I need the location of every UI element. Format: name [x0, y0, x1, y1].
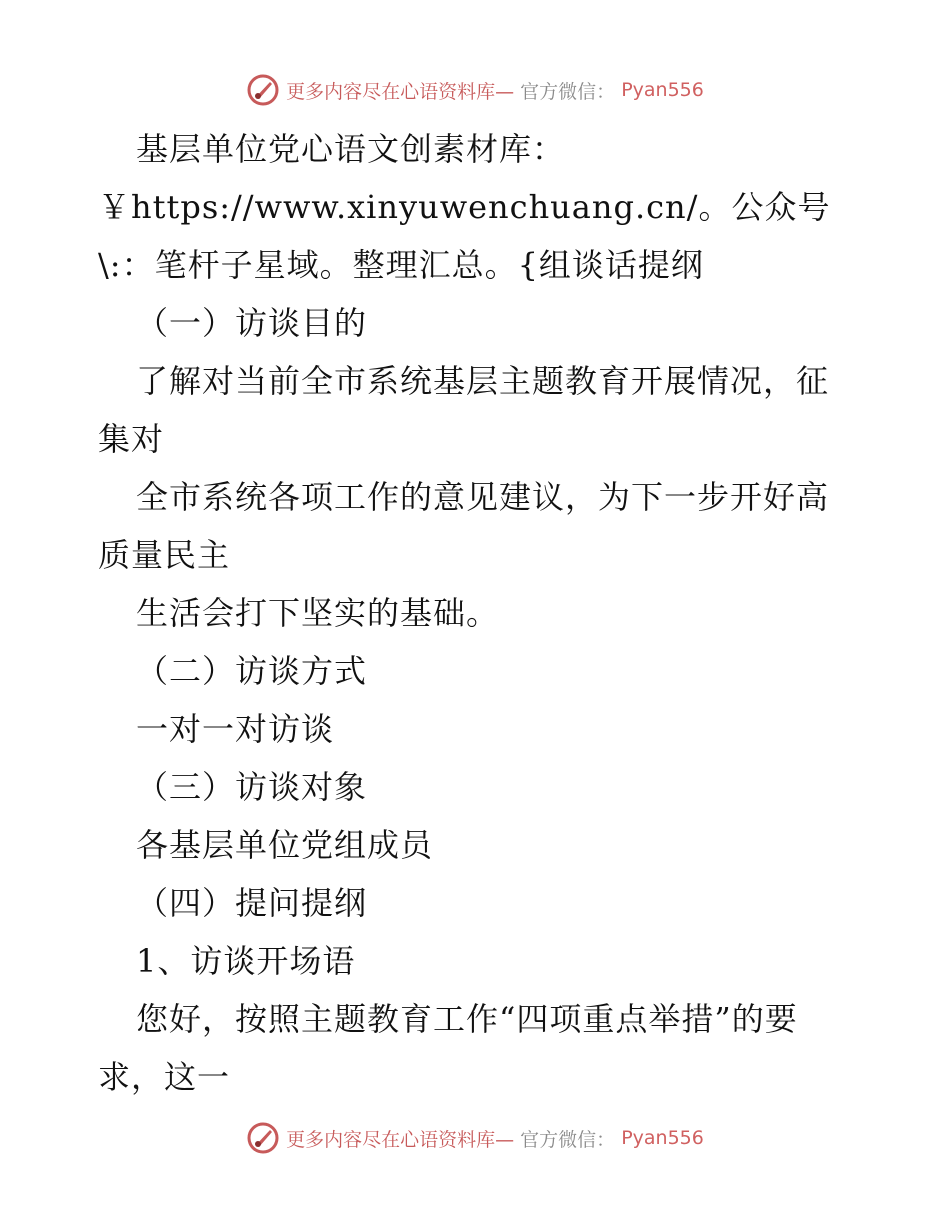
section-heading: （三）访谈对象 — [136, 768, 368, 806]
paragraph: 1、访谈开场语 — [136, 942, 356, 980]
paragraph: 生活会打下坚实的基础。 — [136, 594, 500, 632]
section-heading: （四）提问提纲 — [136, 884, 368, 922]
paragraph: 了解对当前全市系统基层主题教育开展情况，征集对 — [98, 362, 830, 458]
brush-logo-icon — [246, 73, 280, 107]
paragraph: 您好，按照主题教育工作“四项重点举措”的要求，这一 — [98, 1000, 798, 1096]
banner-text: 更多内容尽在心语资料库— — [286, 80, 515, 103]
banner-text: 更多内容尽在心语资料库— — [286, 1128, 515, 1151]
banner-account: Pyan556 — [621, 79, 704, 101]
banner-account: Pyan556 — [621, 1127, 704, 1149]
paragraph: 一对一对访谈 — [136, 710, 335, 748]
section-heading: （一）访谈目的 — [136, 304, 368, 342]
section-heading: （二）访谈方式 — [136, 652, 368, 690]
footer-banner — [0, 1118, 950, 1158]
banner-wechat-label: 官方微信： — [520, 1128, 616, 1151]
brush-logo-icon — [246, 1121, 280, 1155]
paragraph: 全市系统各项工作的意见建议，为下一步开好高质量民主 — [98, 478, 830, 574]
banner-wechat-label: 官方微信： — [520, 80, 616, 103]
paragraph: 基层单位党心语文创素材库：￥https://www.xinyuwenchuang.cn/。公众号\:：笔杆子星域。整理汇总。{组谈话提纲 — [98, 130, 831, 284]
paragraph: 各基层单位党组成员 — [136, 826, 434, 864]
document-body — [98, 120, 858, 1106]
header-banner — [0, 70, 950, 110]
